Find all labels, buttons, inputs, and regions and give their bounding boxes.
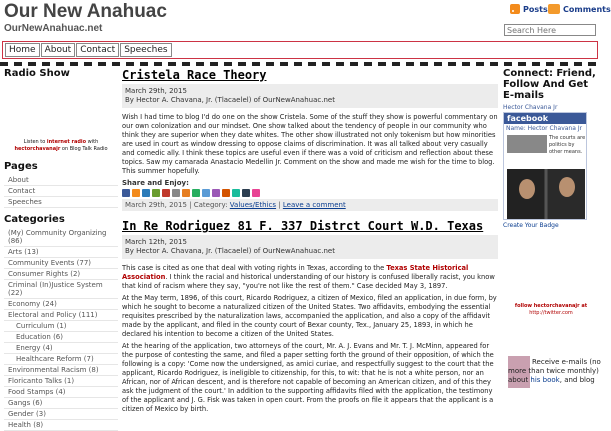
search-input[interactable] xyxy=(504,24,596,36)
twitter-follow-text[interactable]: follow hectorchavanajr at xyxy=(514,303,588,309)
radio-widget-text xyxy=(4,139,118,153)
nav-contact[interactable]: Contact xyxy=(76,43,119,57)
radio-text-c: on Blog Talk Radio xyxy=(60,146,108,152)
right-sidebar xyxy=(503,68,601,384)
page-link-contact[interactable]: Contact xyxy=(4,186,118,197)
connect-heading: Connect: Friend, Follow And Get E-mails xyxy=(503,68,596,101)
site-header xyxy=(0,0,611,40)
internet-radio-link[interactable]: internet radio xyxy=(46,139,87,145)
post-paragraph: Wish I had time to blog I'd do one on the show Cristela. Some of the stuff they show is powerful commentary on our own colonization and our mindset. One show talked about the tendency of people in our community who think they are superior when they date whites. The other show illustrated not only tokenism but how minorities are used in court as window dressing to oppose claims of discrimination. It was all talked about very casually and comedic ally. I think these topics are useful even if there was a void of criticism and reflection about these topics. Saw my camarada Anastacio Medellin Jr. Comment on the show and made me wish for the time to blog. This summer hopefully. xyxy=(122,113,498,175)
category-item[interactable]: Environmental Racism (8) xyxy=(4,365,118,376)
radio-text-b: with xyxy=(86,139,99,145)
category-item[interactable]: Energy (4) xyxy=(4,343,118,354)
left-sidebar xyxy=(4,68,118,431)
paragraph-text: . I think the racial and historical understanding of our history is confused liberally racist, you know that kind of racism where they say, "you're not like the rest of them." Case decided May 3, 1897. xyxy=(122,273,495,290)
fb-profile-name: Name: Hector Chavana Jr xyxy=(506,125,583,132)
create-badge-link[interactable]: Create Your Badge xyxy=(503,222,559,229)
twitter-url[interactable]: http://twitter.com xyxy=(529,310,573,316)
page-link-about[interactable]: About xyxy=(4,175,118,186)
site-title[interactable]: Our New Anahuac xyxy=(4,1,167,22)
profile-photo xyxy=(507,169,585,219)
category-item[interactable]: Healthcare Reform (7) xyxy=(4,354,118,365)
category-item[interactable]: Arts (13) xyxy=(4,247,118,258)
categories-list xyxy=(4,228,118,431)
share-service-icon[interactable] xyxy=(152,189,160,197)
category-item[interactable]: Gangs (6) xyxy=(4,398,118,409)
share-service-icon[interactable] xyxy=(132,189,140,197)
post-body xyxy=(122,264,498,414)
share-service-icon[interactable] xyxy=(222,189,230,197)
post-footer xyxy=(122,199,498,211)
category-item[interactable]: Criminal (In)Justice System (22) xyxy=(4,280,118,299)
share-service-icon[interactable] xyxy=(182,189,190,197)
post-paragraph: At the hearing of the application, two attorneys of the court, Mr. A. J. Evans and Mr. T. J. McMinn, appeared for the purpose of contesting the same, and filed a paper setting forth the ground of their opposition, of which the following is a copy: 'Come now the undersigned, as amici curiae, and respectfully suggest to the court that the applicant, Ricardo Rodriguez, is ineligible to citizenship, for this, to wit: that he is not a white person, nor an African, nor of African descent, and is therefore not capable of becoming an American citizen, and of this they ask the judgment of the court.' In addition to the supporting affidavits filed with the application, the testimony of the applicant and J. G. Fisk was taken in open court. From the proofs on file it appears that the applicant is a citizen of Mexico by birth. xyxy=(122,342,494,413)
post-paragraph xyxy=(122,264,498,291)
comments-icon xyxy=(548,4,560,14)
category-item[interactable]: Curriculum (1) xyxy=(4,321,118,332)
fb-status-quote: The courts are politics by other means. xyxy=(549,135,586,155)
comments-feed-label: Comments xyxy=(563,4,611,14)
email-signup-text xyxy=(508,358,602,385)
category-item[interactable]: Education (6) xyxy=(4,332,118,343)
post xyxy=(122,68,498,211)
share-service-icon[interactable] xyxy=(242,189,250,197)
share-label: Share and Enjoy: xyxy=(122,179,189,187)
post-date: March 12th, 2015 xyxy=(125,238,187,246)
post-title[interactable]: In Re Rodriguez 81 F. 337 Distrct Court W.D. Texas xyxy=(122,219,484,233)
post-date: March 29th, 2015 xyxy=(125,87,187,95)
post-body xyxy=(122,113,498,176)
radio-show-heading: Radio Show xyxy=(4,68,70,79)
category-item[interactable]: (My) Community Organizing (86) xyxy=(4,228,118,247)
share-service-icon[interactable] xyxy=(122,189,130,197)
post-byline: By Hector A. Chavana, Jr. (Tlacaelel) of OurNewAnahuac.net xyxy=(125,247,335,255)
post-meta xyxy=(122,235,498,259)
category-item[interactable]: Floricanto Talks (1) xyxy=(4,376,118,387)
category-item[interactable]: Electoral and Policy (111) xyxy=(4,310,118,321)
leave-comment-link[interactable]: Leave a comment xyxy=(282,201,346,209)
avatar xyxy=(507,135,547,153)
footer-separator: | xyxy=(276,201,283,209)
share-service-icon[interactable] xyxy=(192,189,200,197)
nav-speeches[interactable]: Speeches xyxy=(120,43,171,57)
share-service-icon[interactable] xyxy=(172,189,180,197)
post-meta xyxy=(122,84,498,108)
posts-feed-link[interactable] xyxy=(510,4,548,14)
categories-heading: Categories xyxy=(4,214,65,225)
share-icons xyxy=(122,189,498,197)
share-service-icon[interactable] xyxy=(212,189,220,197)
category-item[interactable]: Food Stamps (4) xyxy=(4,387,118,398)
nav-about[interactable]: About xyxy=(41,43,76,57)
facebook-logo: facebook xyxy=(504,113,586,124)
header-divider xyxy=(0,62,600,66)
tsha-link[interactable]: Texas State Historical Association xyxy=(122,264,469,281)
rss-icon xyxy=(510,4,520,14)
nav-home[interactable]: Home xyxy=(5,43,40,57)
category-link[interactable]: Values/Ethics xyxy=(229,201,277,209)
main-nav xyxy=(2,41,598,59)
share-service-icon[interactable] xyxy=(142,189,150,197)
book-link[interactable]: his book xyxy=(530,376,560,384)
posts-feed-label: Posts xyxy=(523,4,548,14)
fb-badge-name[interactable]: Hector Chavana Jr xyxy=(503,104,558,111)
radio-text-a: Listen to xyxy=(23,139,47,145)
category-item[interactable]: Economy (24) xyxy=(4,299,118,310)
share-service-icon[interactable] xyxy=(232,189,240,197)
pages-list xyxy=(4,175,118,208)
email-text-b: , and blog xyxy=(559,376,595,384)
post-byline: By Hector A. Chavana, Jr. (Tlacaelel) of OurNewAnahuac.net xyxy=(125,96,335,104)
category-item[interactable]: Consumer Rights (2) xyxy=(4,269,118,280)
radio-host-link[interactable]: hectorchavanajr xyxy=(14,146,61,152)
category-item[interactable]: Community Events (77) xyxy=(4,258,118,269)
post-paragraph: At the May term, 1896, of this court, Ricardo Rodriguez, a citizen of Mexico, filed an application, in due form, by which he sought to become a naturalized citizen of the United States. Two affidavits, embodying the essential requisites prescribed by the naturalization laws, accompanied the application, and also a copy of the affidavit made by the applicant, and filed in the county court of Bexar county, Tex., January 25, 1893, in which he declared his intention to become a citizen of the United States. xyxy=(122,294,497,338)
paragraph-text: This case is cited as one that deal with voting rights in Texas, according to the xyxy=(122,264,387,272)
category-item[interactable]: Health (8) xyxy=(4,420,118,431)
post xyxy=(122,219,498,414)
category-item[interactable]: Gender (3) xyxy=(4,409,118,420)
comments-feed-link[interactable] xyxy=(548,4,611,14)
share-service-icon[interactable] xyxy=(202,189,210,197)
pages-heading: Pages xyxy=(4,161,38,172)
page-link-speeches[interactable]: Speeches xyxy=(4,197,118,208)
post-footer-date: March 29th, 2015 | Category: xyxy=(125,201,230,209)
site-url: OurNewAnahuac.net xyxy=(4,23,103,34)
share-service-icon[interactable] xyxy=(252,189,260,197)
post-title[interactable]: Cristela Race Theory xyxy=(122,68,267,82)
facebook-badge[interactable] xyxy=(503,112,587,220)
email-text-a: Receive e-mails (no more than twice monthly) about xyxy=(508,358,601,384)
main-content xyxy=(122,68,498,422)
share-service-icon[interactable] xyxy=(162,189,170,197)
